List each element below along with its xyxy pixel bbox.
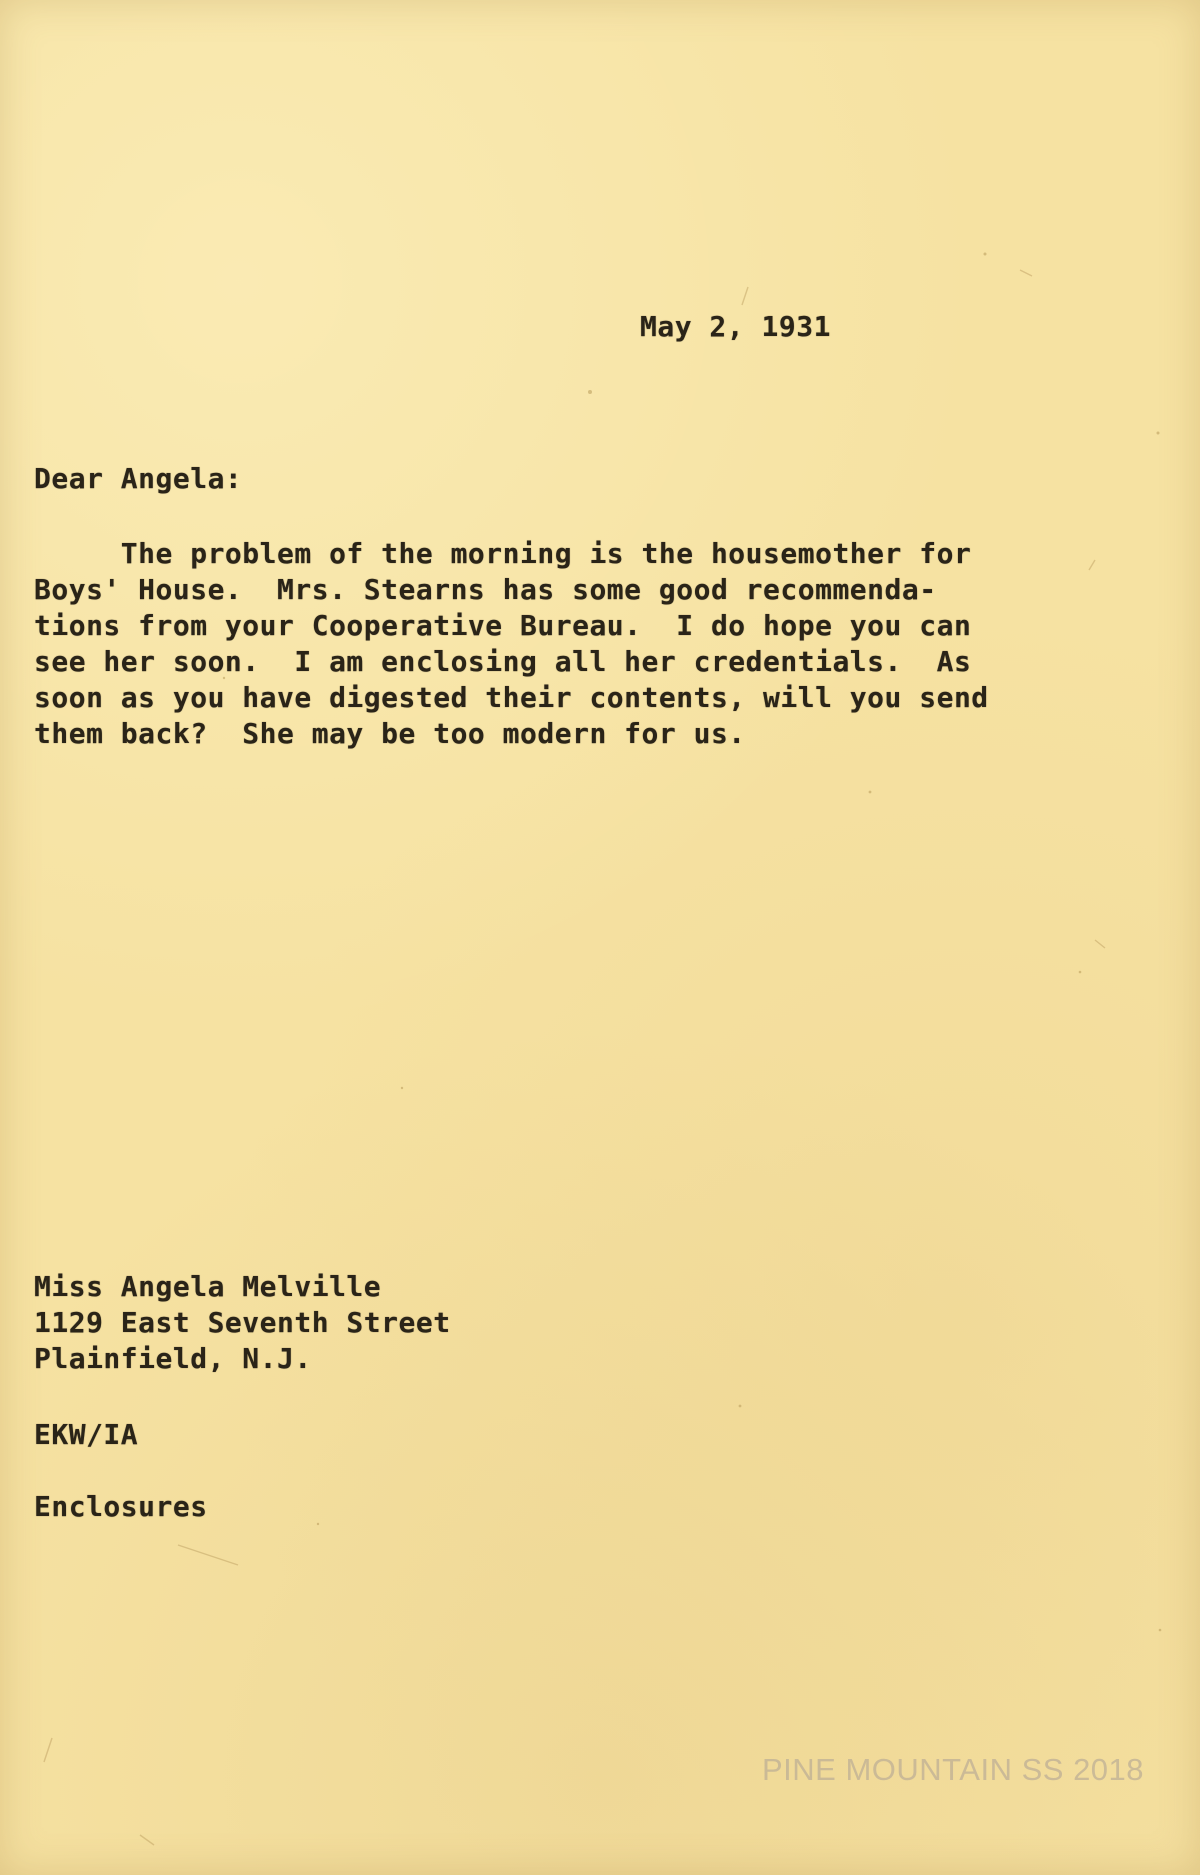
body-line-4: see her soon. I am enclosing all her credentials. As xyxy=(34,645,972,678)
salutation: Dear Angela: xyxy=(34,462,243,495)
body-line-5: soon as you have digested their contents, will you send xyxy=(34,681,989,714)
reference-initials: EKW/IA xyxy=(34,1418,139,1451)
recipient-city: Plainfield, N.J. xyxy=(34,1342,312,1375)
recipient-name: Miss Angela Melville xyxy=(34,1270,382,1303)
watermark: PINE MOUNTAIN SS 2018 xyxy=(762,1752,1145,1787)
body-line-1: The problem of the morning is the housemother for xyxy=(34,537,972,570)
letter-date: May 2, 1931 xyxy=(640,310,831,343)
body-line-6: them back? She may be too modern for us. xyxy=(34,717,746,750)
body-line-2: Boys' House. Mrs. Stearns has some good recommenda- xyxy=(34,573,937,606)
body-line-3: tions from your Cooperative Bureau. I do hope you can xyxy=(34,609,972,642)
recipient-street: 1129 East Seventh Street xyxy=(34,1306,451,1339)
enclosure-note: Enclosures xyxy=(34,1490,208,1523)
